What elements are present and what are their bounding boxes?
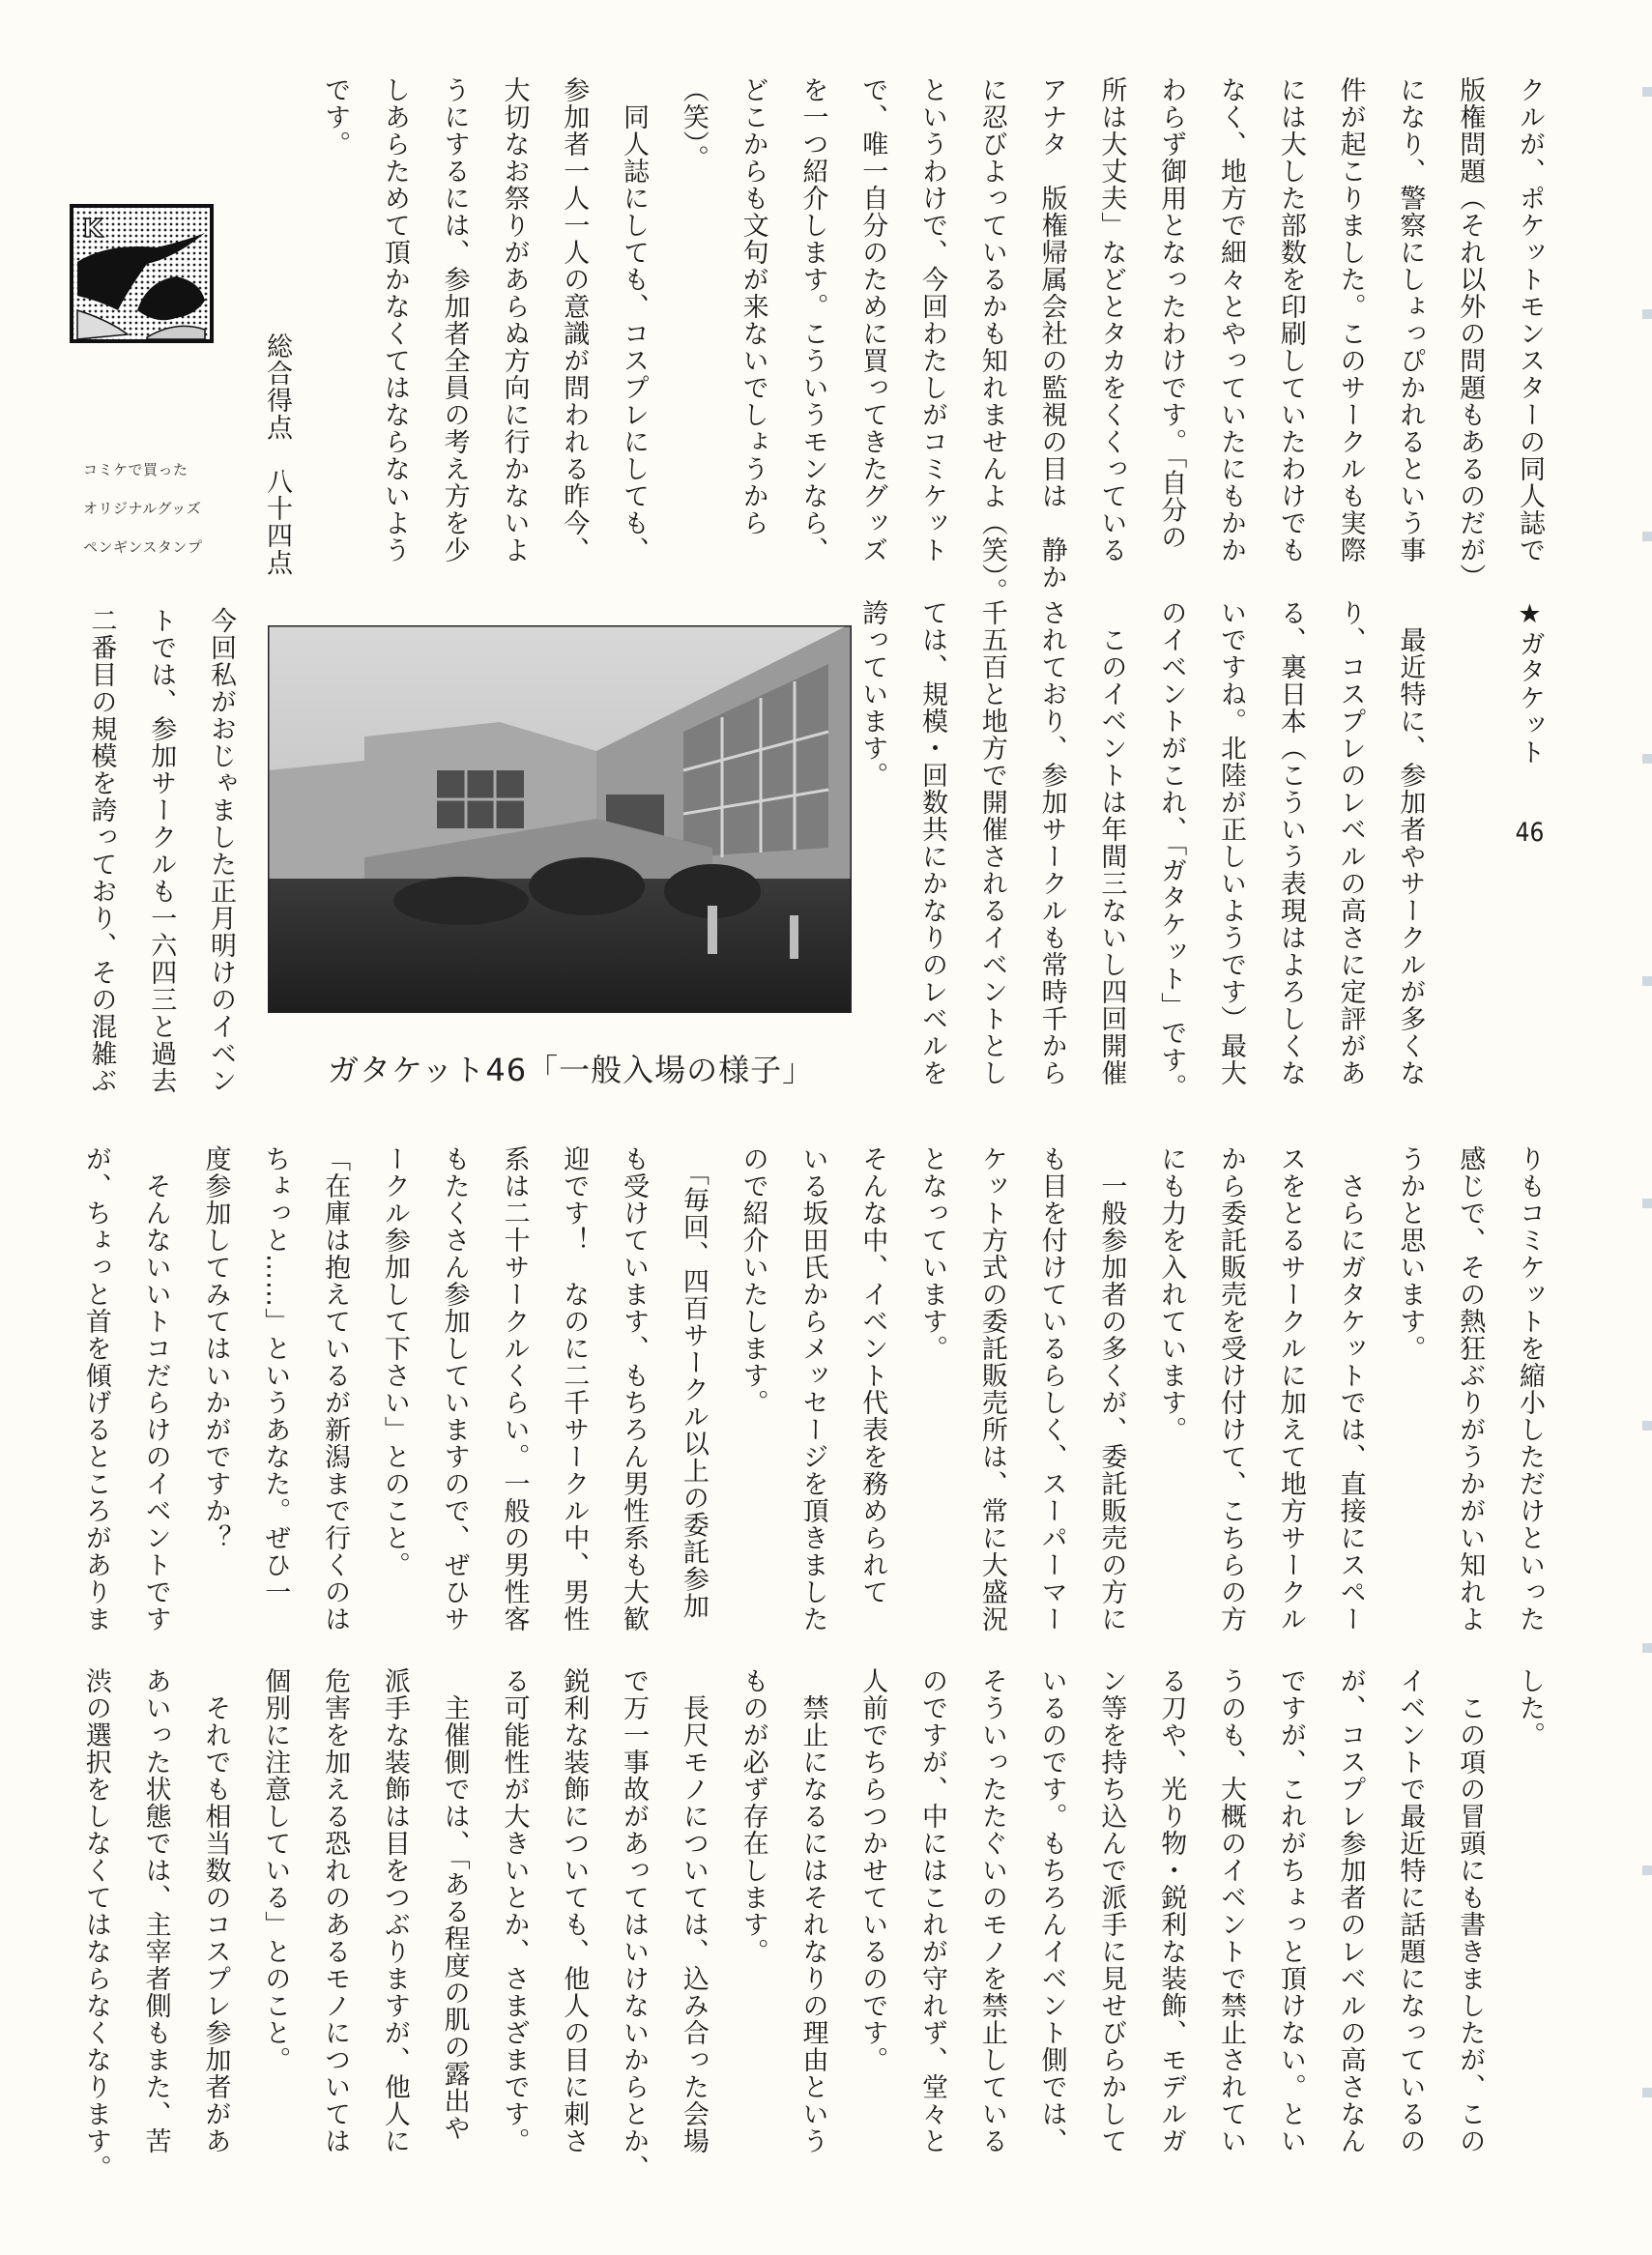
text-column: 系は二十サークルくらい。一般の男性客 xyxy=(499,1145,530,1633)
text-column: そんな中、イベント代表を務められて xyxy=(857,1145,888,1605)
text-column: が、ちょっと首を傾げるところがありま xyxy=(80,1145,111,1633)
text-column: 感じで、その熱狂ぶりがうかがい知れよ xyxy=(1455,1145,1486,1633)
text-column: 鋭利な装飾についても、他人の目に刺さ xyxy=(559,1667,590,2154)
text-column: （笑）。 xyxy=(678,76,709,172)
text-column: のイベントがこれ、「ガタケット」です。 xyxy=(1156,599,1187,1101)
text-column: 個別に注意している」とのこと。 xyxy=(260,1667,291,2073)
text-column: に忍びよっているかも知れませんよ（笑）。 xyxy=(976,76,1007,605)
text-column: から委託販売を受け付けて、こちらの方 xyxy=(1216,1145,1247,1633)
article-lower-text xyxy=(66,1145,1559,1633)
text-column: ては、規模・回数共にかなりのレベルを xyxy=(917,599,948,1086)
text-column: アナタ 版権帰属会社の監視の目は 静か xyxy=(1036,76,1067,591)
text-column: ので紹介いたします。 xyxy=(738,1145,768,1416)
text-column: となっています。 xyxy=(917,1145,948,1362)
text-column: で万一事故があってはいけないからとか、 xyxy=(619,1667,650,2182)
text-column: 最近特に、参加者やサークルが多くな xyxy=(1395,599,1426,1086)
text-column: スをとるサークルに加えて地方サークル xyxy=(1275,1145,1306,1633)
text-column: 「毎回、四百サークル以上の委託参加 xyxy=(678,1145,709,1620)
text-column: 二番目の規模を誇っており、その混雑ぶ xyxy=(86,607,117,1094)
gatakette-section xyxy=(842,599,1559,1101)
text-column: ですが、これがちょっと頂けない。とい xyxy=(1275,1667,1306,2154)
text-column: 所は大丈夫」などとタカをくくっている xyxy=(1096,76,1127,564)
text-column: りもコミケットを縮小しただけといった xyxy=(1515,1145,1545,1633)
goods-caption-line: コミケで買った xyxy=(83,461,188,478)
text-column: 危害を加える恐れのあるモノについては xyxy=(320,1667,351,2154)
text-column: なく、地方で細々とやっていたにもかか xyxy=(1216,76,1247,564)
scan-edge-marks xyxy=(1642,0,1652,2255)
text-column: も受けています、もちろん男性系も大歓 xyxy=(619,1145,650,1633)
text-column: 大切なお祭りがあらぬ方向に行かないよ xyxy=(499,76,530,564)
text-column: ン等を持ち込んで派手に見せびらかして xyxy=(1096,1667,1127,2154)
text-column: を一つ紹介します。こういうモンなら、 xyxy=(797,76,828,564)
text-column: いですね。北陸が正しいようです）最大 xyxy=(1216,599,1247,1086)
text-column: ークル参加して下さい」とのこと。 xyxy=(379,1145,410,1578)
article-left-text xyxy=(72,607,250,1094)
goods-caption-line: ペンギンスタンプ xyxy=(83,538,203,556)
text-column: というわけで、今回わたしがコミケット xyxy=(917,76,948,564)
text-column: ケット方式の委託販売所は、常に大盛況 xyxy=(976,1145,1007,1633)
text-column: る刀や、光り物・鋭利な装飾、モデルガ xyxy=(1156,1667,1187,2154)
text-column: うのも、大概のイベントで禁止されてい xyxy=(1216,1667,1247,2154)
text-column: 千五百と地方で開催されるイベントとし xyxy=(976,599,1007,1086)
text-column: 今回私がおじゃました正月明けのイベン xyxy=(206,607,236,1094)
text-column: で、唯一自分のために買ってきたグッズ xyxy=(857,76,888,564)
article-bottom-text xyxy=(66,1667,1559,2182)
text-column: そういったたぐいのモノを禁止している xyxy=(976,1667,1007,2154)
text-column: それでも相当数のコスプレ参加者があ xyxy=(200,1667,231,2154)
text-column: あいった状態では、主宰者側もまた、苦 xyxy=(140,1667,171,2154)
text-column: 誇っています。 xyxy=(857,599,888,789)
total-score-text: 総合得点 八十四点 xyxy=(262,332,292,576)
text-column: になり、警察にしょっぴかれるという事 xyxy=(1395,76,1426,564)
text-column: そんないいトコだらけのイベントです xyxy=(140,1145,171,1633)
text-column: 禁止になるにはそれなりの理由という xyxy=(797,1667,828,2154)
text-column: にも力を入れています。 xyxy=(1156,1145,1187,1443)
text-column: うにするには、参加者全員の考え方を少 xyxy=(439,76,470,564)
event-entrance-photo xyxy=(268,625,852,1013)
text-column: このイベントは年間三ないし四回開催 xyxy=(1096,599,1127,1086)
text-column: 参加者一人一人の意識が問われる昨今、 xyxy=(559,76,590,564)
penguin-stamp-image xyxy=(70,204,214,343)
text-column: わらず御用となったわけです。「自分の xyxy=(1156,76,1187,551)
text-column: ものが必ず存在します。 xyxy=(738,1667,768,1965)
text-column: 派手な装飾は目をつぶりますが、他人に xyxy=(379,1667,410,2154)
text-column: うかと思います。 xyxy=(1395,1145,1426,1362)
stamp-letter: K xyxy=(83,215,103,244)
text-column: イベントで最近特に話題になっているの xyxy=(1395,1667,1426,2154)
text-column: した。 xyxy=(1515,1667,1545,1749)
text-column: 同人誌にしても、コスプレにしても、 xyxy=(619,76,650,564)
text-column: 人前でちらつかせているのです。 xyxy=(857,1667,888,2073)
text-column: ちょっと……」というあなた。ぜひ一 xyxy=(260,1145,291,1605)
text-column: どこからも文句が来ないでしょうから xyxy=(738,76,768,536)
text-column: り、コスプレのレベルの高さに定評があ xyxy=(1335,599,1366,1086)
text-column: です。 xyxy=(320,76,351,158)
text-column: 版権問題（それ以外の問題もあるのだが） xyxy=(1455,76,1486,591)
text-column: 主催側では、「ある程度の肌の露出や xyxy=(439,1667,470,2142)
goods-caption-line: オリジナルグッズ xyxy=(83,500,202,517)
text-column: 渋の選択をしなくてはならなくなります。 xyxy=(80,1667,111,2182)
text-column: には大した部数を印刷していたわけでも xyxy=(1275,76,1306,564)
text-column: 迎です！ なのに二千サークル中、男性 xyxy=(559,1145,590,1633)
text-column: る、裏日本（こういう表現はよろしくな xyxy=(1275,599,1306,1086)
text-column: されており、参加サークルも常時千から xyxy=(1036,599,1067,1086)
text-column: 長尺モノについては、込み合った会場 xyxy=(678,1667,709,2154)
text-column: 度参加してみてはいかがですか？ xyxy=(200,1145,231,1551)
photo-caption: ガタケット46「一般入場の様子」 xyxy=(328,1052,815,1088)
text-column: さらにガタケットでは、直接にスペー xyxy=(1335,1145,1366,1633)
total-score xyxy=(246,332,306,576)
section-heading-number: 46 xyxy=(1515,820,1545,846)
goods-caption xyxy=(83,450,202,566)
section-heading xyxy=(1499,599,1559,1101)
text-column: トでは、参加サークルも一六四三と過去 xyxy=(146,607,177,1094)
text-column: も目を付けているらしく、スーパーマー xyxy=(1036,1145,1067,1633)
text-column: が、コスプレ参加者のレベルの高さなん xyxy=(1335,1667,1366,2154)
text-column: 件が起こりました。このサークルも実際 xyxy=(1335,76,1366,564)
text-column: のですが、中にはこれが守れず、堂々と xyxy=(917,1667,948,2154)
text-column: いるのです。もちろんイベント側では、 xyxy=(1036,1667,1067,2154)
article-top-text xyxy=(304,76,1559,605)
section-heading-title: ★ガタケット xyxy=(1515,599,1545,766)
text-column: 一般参加者の多くが、委託販売の方に xyxy=(1096,1145,1127,1633)
text-column: いる坂田氏からメッセージを頂きました xyxy=(797,1145,828,1633)
text-column: しあらためて頂かなくてはならないよう xyxy=(379,76,410,564)
text-column: る可能性が大きいとか、さまざまです。 xyxy=(499,1667,530,2154)
text-column: この項の冒頭にも書きましたが、この xyxy=(1455,1667,1486,2154)
text-column: 「在庫は抱えているが新潟まで行くのは xyxy=(320,1145,351,1633)
text-column: クルが、ポケットモンスターの同人誌で xyxy=(1515,76,1545,564)
text-column: もたくさん参加していますので、ぜひサ xyxy=(439,1145,470,1633)
